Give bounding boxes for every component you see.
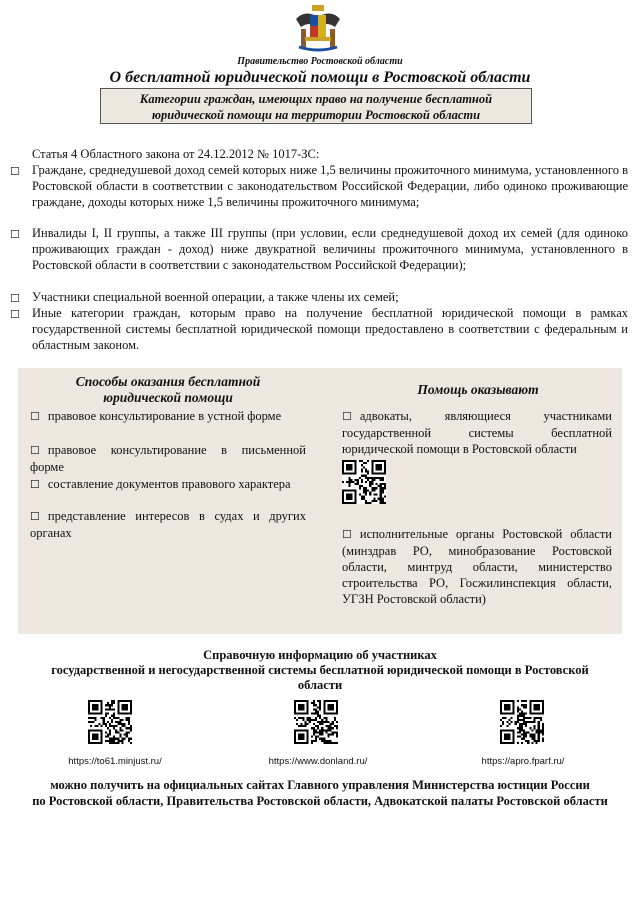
checkbox-bullet-icon: ☐ — [10, 309, 20, 321]
checkbox-bullet-icon: ☐ — [10, 229, 20, 241]
method-text: представление интересов в судах и других органах — [30, 509, 306, 540]
methods-heading-line-1: Способы оказания бесплатной — [75, 374, 261, 389]
law-article: Статья 4 Областного закона от 24.12.2012 № 1017-ЗС: — [32, 147, 320, 161]
method-item-4 — [30, 508, 306, 541]
checkbox-bullet-icon: ☐ — [30, 511, 40, 523]
checkbox-bullet-icon: ☐ — [342, 529, 352, 541]
category-item-4: Иные категории граждан, которым право на получение бесплатной юридической помощи в рамках государственной системы бесплатной юридической помощи предоставлено в соответствии с федеральным и областным законом. — [32, 306, 628, 352]
method-item-3 — [30, 476, 306, 493]
providers-heading: Помощь оказывают — [417, 382, 539, 397]
method-text: правовое консультирование в устной форме — [47, 409, 282, 423]
checkbox-bullet-icon: ☐ — [10, 293, 20, 305]
info-panel — [18, 368, 622, 634]
link-donland[interactable]: https://www.donland.ru/ — [268, 756, 368, 767]
provider-text: исполнительные органы Ростовской области (минздрав РО, минобразование Ростовской области, минтруд области, министерство строительства РО, Госжилинспекция области, УГЗН Ростовской области) — [342, 527, 612, 606]
link-minjust[interactable]: https://to61.minjust.ru/ — [68, 756, 162, 767]
provider-item-1 — [342, 408, 612, 457]
qr-code-icon[interactable] — [500, 700, 544, 744]
method-text: составление документов правового характера — [47, 477, 291, 491]
methods-heading-line-2: юридической помощи — [103, 390, 233, 405]
checkbox-bullet-icon: ☐ — [342, 411, 352, 423]
footer-line-1: можно получить на официальных сайтах Главного управления Министерства юстиции России — [50, 778, 590, 792]
method-text: правовое консультирование в письменной форме — [30, 443, 306, 474]
page-title: О бесплатной юридической помощи в Ростовской области — [109, 69, 531, 86]
checkbox-bullet-icon: ☐ — [30, 411, 40, 423]
link-apro[interactable]: https://apro.fparf.ru/ — [481, 756, 565, 767]
reference-line-1: Справочную информацию об участниках — [203, 648, 437, 662]
provider-item-2 — [342, 526, 612, 607]
reference-info — [0, 648, 640, 693]
subtitle-line-2: юридической помощи на территории Ростовской области — [151, 108, 481, 122]
footer-line-2: по Ростовской области, Правительства Ростовской области, Адвокатской палаты Ростовской области — [32, 794, 608, 808]
checkbox-bullet-icon: ☐ — [10, 166, 20, 178]
rostov-coat-of-arms-icon — [291, 3, 345, 53]
qr-code-icon[interactable] — [342, 460, 386, 504]
qr-code-icon[interactable] — [88, 700, 132, 744]
checkbox-bullet-icon: ☐ — [30, 479, 40, 491]
provider-text: адвокаты, являющиеся участниками государственной системы бесплатной юридической помощи в Ростовской области — [342, 409, 612, 456]
reference-line-2: государственной и негосударственной системы бесплатной юридической помощи в Ростовской — [51, 663, 589, 677]
method-item-2 — [30, 442, 306, 475]
methods-heading — [28, 374, 308, 406]
subtitle-line-1: Категории граждан, имеющих право на получение бесплатной — [139, 92, 493, 106]
subtitle-box — [100, 88, 532, 124]
method-item-1 — [30, 408, 306, 425]
category-item-1: Граждане, среднедушевой доход семей которых ниже 1,5 величины прожиточного минимума, установленного в Ростовской области в соответствии с законодательством Российской Федерации, либо одиноко проживающие граждане, доходы которых ниже 1,5 величины прожиточного минимума; — [32, 163, 628, 209]
footer-note — [0, 777, 640, 809]
category-item-2: Инвалиды I, II группы, а также III группы (при условии, если среднедушевой доход их семей (для одиноко проживающих граждан - доход) ниже двукратной величины прожиточного минимума, установленного в Ростовской области в соответствии с законодательством Российской Федерации); — [32, 226, 628, 272]
reference-line-3: области — [297, 678, 343, 692]
government-name: Правительство Ростовской области — [237, 56, 403, 67]
checkbox-bullet-icon: ☐ — [30, 445, 40, 457]
category-item-3: Участники специальной военной операции, а также члены их семей; — [32, 290, 399, 304]
qr-code-icon[interactable] — [294, 700, 338, 744]
